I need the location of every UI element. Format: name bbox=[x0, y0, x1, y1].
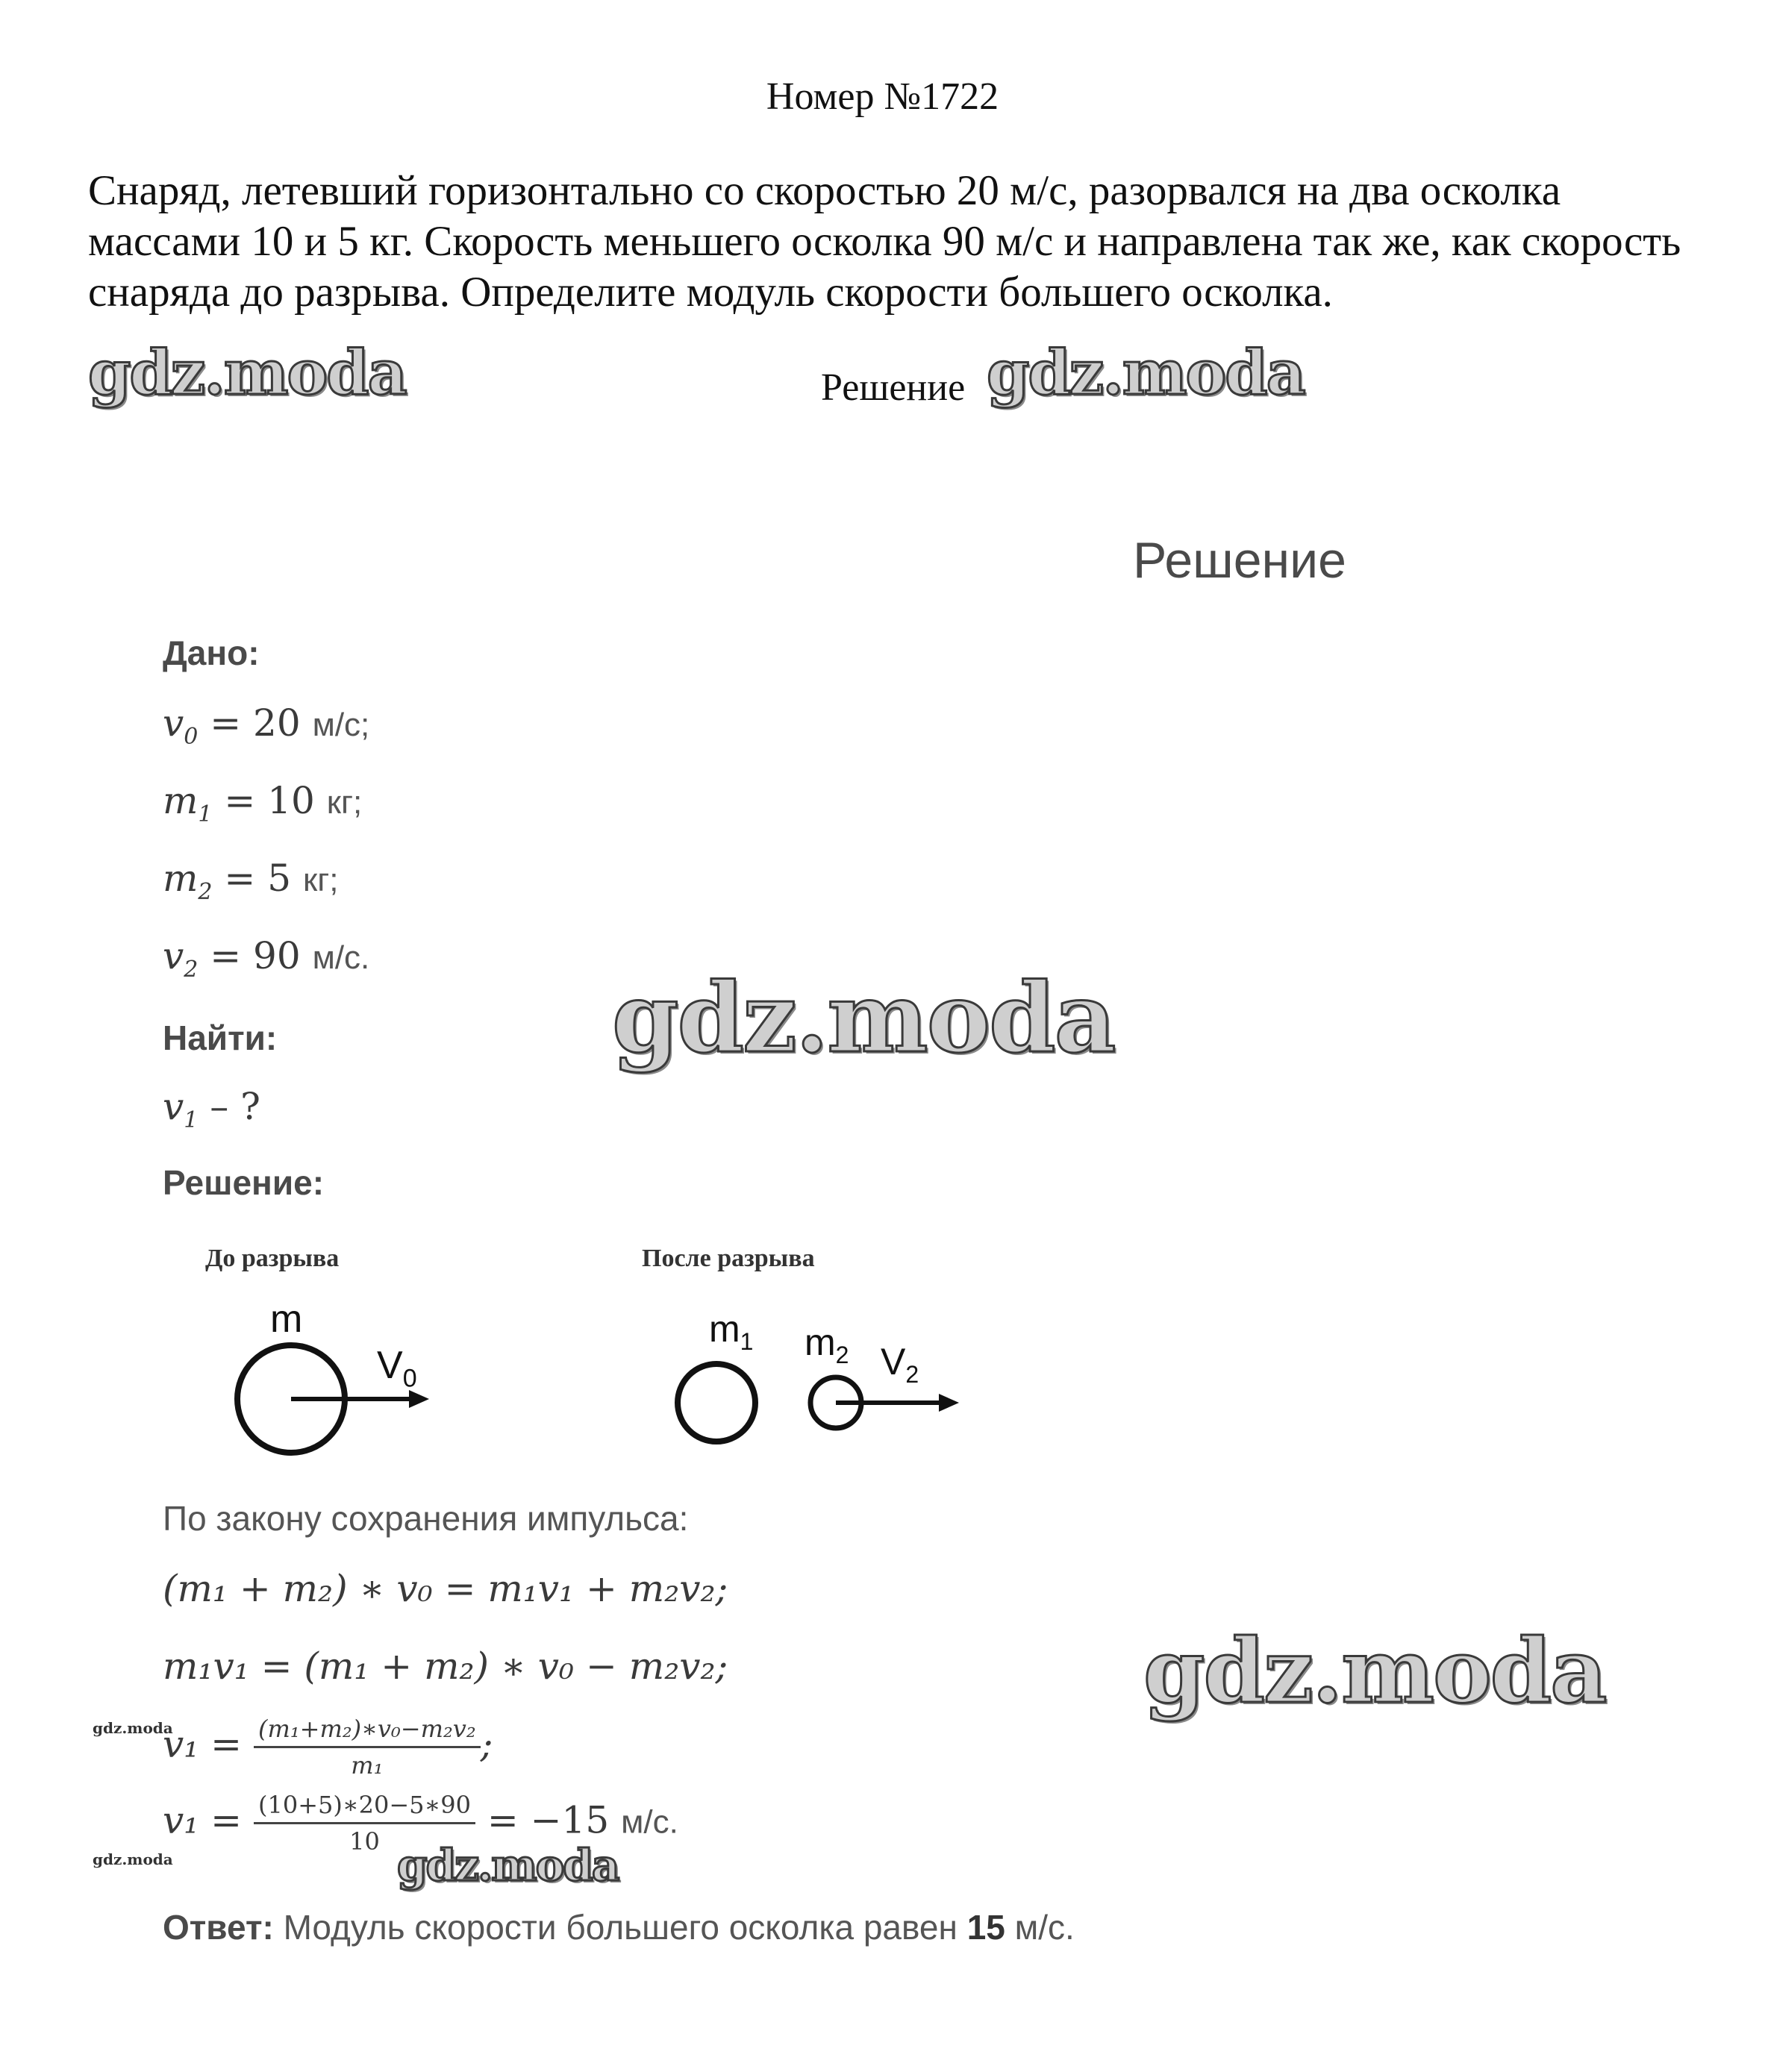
solution-title: Решение bbox=[1133, 532, 1346, 589]
page-title: Номер №1722 bbox=[766, 75, 999, 118]
watermark: gdz.moda bbox=[397, 1840, 619, 1891]
answer: Ответ: Модуль скорости большего осколка равен 15 м/с. bbox=[163, 1908, 1075, 1947]
fragment1-circle bbox=[678, 1364, 755, 1442]
watermark: gdz.moda bbox=[612, 963, 1115, 1074]
solution-label: Решение: bbox=[163, 1163, 325, 1202]
equation-4: v₁ = $\frac{(10+5)∗20-5∗90}{10}$ = −15 м/с. bbox=[163, 1791, 678, 1856]
watermark-small: gdz.moda bbox=[93, 1850, 173, 1868]
diagram-v2-label: $V_2$ bbox=[881, 1341, 919, 1388]
watermark: gdz.moda bbox=[987, 337, 1305, 409]
diagram-v0-label: $V_0$ bbox=[377, 1344, 417, 1393]
given-v2: $v_2 = 90$ м/с. bbox=[163, 934, 370, 983]
given-v0: $v_0 = 20$ м/с; bbox=[163, 701, 370, 750]
v2-arrow-head bbox=[939, 1394, 959, 1412]
given-label: Дано: bbox=[163, 633, 260, 672]
diagram-before-label: До разрыва bbox=[205, 1245, 340, 1272]
problem-text: Снаряд, летевший горизонтально со скоростью 20 м/с, разорвался на два осколка массами 10 и 5 кг. Скорость меньшего осколка 90 м/с и направлена так же, как скорость снаряда до разрыва. Определите модуль скорости большего осколка. bbox=[88, 167, 1681, 316]
diagram-m2-label: $m_2$ bbox=[805, 1321, 849, 1368]
solution-caption: Решение bbox=[821, 366, 966, 409]
law-text: По закону сохранения импульса: bbox=[163, 1499, 689, 1538]
watermark: gdz.moda bbox=[1143, 1619, 1606, 1723]
find-v1: $v_1$ – ? bbox=[163, 1085, 260, 1133]
equation-2: m₁v₁ = (m₁ + m₂) ∗ v₀ − m₂v₂; bbox=[163, 1644, 728, 1688]
equation-1: (m₁ + m₂) ∗ v₀ = m₁v₁ + m₂v₂; bbox=[163, 1567, 728, 1610]
given-m1: $m_1 = 10$ кг; bbox=[163, 779, 363, 827]
watermark-small: gdz.moda bbox=[93, 1719, 173, 1737]
equation-3: v₁ = $\frac{\text{(m₁+m₂)∗v₀−m₂v₂}}{\text{m₁}}$ ; bbox=[163, 1715, 493, 1780]
given-m2: $m_2 = 5$ кг; bbox=[163, 857, 339, 905]
diagram-m1-label: $m_1$ bbox=[709, 1308, 754, 1355]
find-label: Найти: bbox=[163, 1018, 278, 1057]
diagram-m-label: m bbox=[270, 1298, 303, 1341]
watermark: gdz.moda bbox=[88, 337, 406, 409]
diagram-after-label: После разрыва bbox=[642, 1245, 815, 1272]
